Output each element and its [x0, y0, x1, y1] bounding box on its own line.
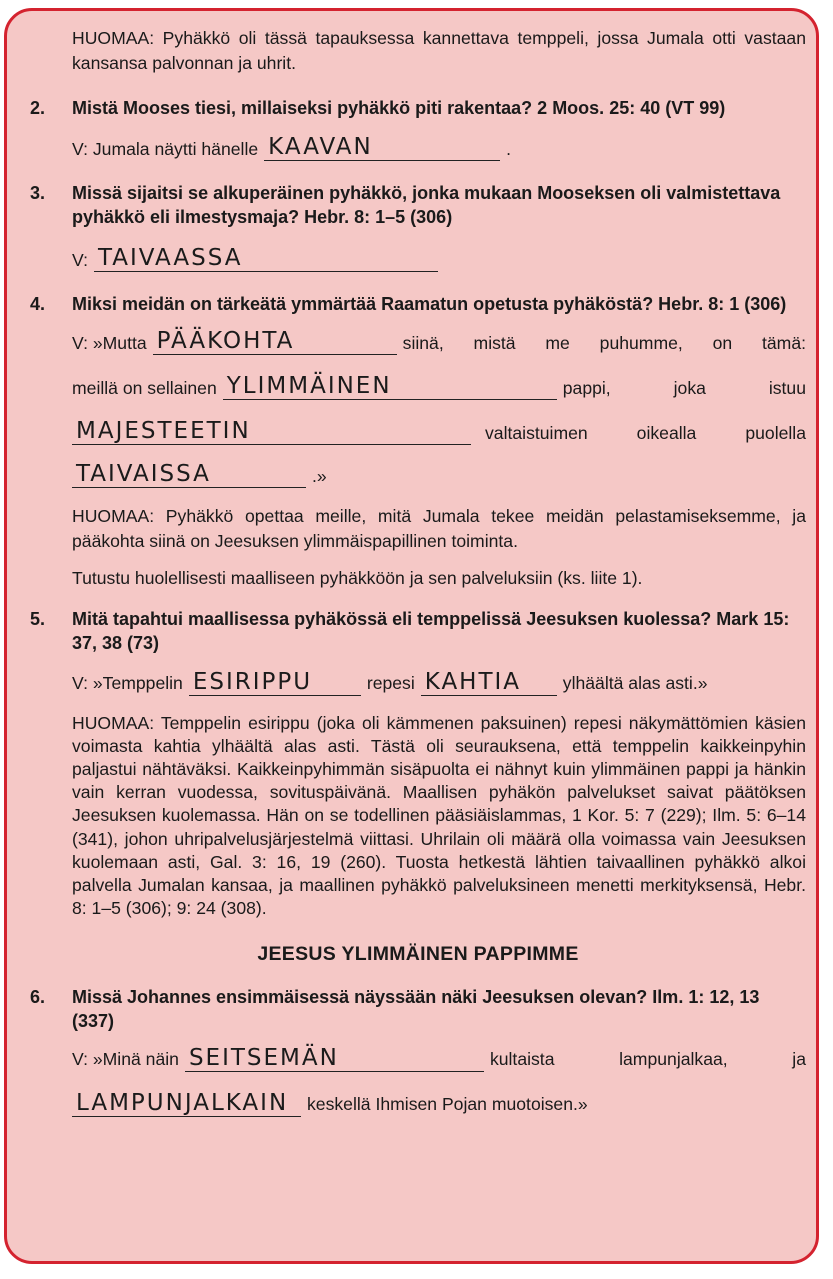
question-text: Miksi meidän on tärkeätä ymmärtää Raamatun opetusta pyhäköstä? Hebr. 8: 1 (306) — [72, 294, 787, 314]
answer-prefix: V: »Mutta — [72, 332, 147, 353]
answer-prefix: meillä on sellainen — [72, 377, 217, 398]
answer-blank[interactable]: MAJESTEETIN — [72, 418, 471, 445]
note-top: HUOMAA: Pyhäkkö oli tässä tapauksessa kannettava temppeli, jossa Jumala otti vastaan kansansa palvonnan ja uhrit. — [72, 28, 806, 73]
question-3 — [30, 181, 806, 229]
answer-suffix: ylhäältä alas asti.» — [562, 673, 708, 693]
answer-suffix: valtaistuimen oikealla puolella — [485, 422, 806, 443]
note-q4: HUOMAA: Pyhäkkö opettaa meille, mitä Jumala tekee meidän pelastamiseksemme, ja pääkohta siinä on Jeesuksen ylimmäispapillinen toiminta. — [72, 506, 806, 551]
answer-suffix: pappi, joka istuu — [562, 377, 806, 398]
section-heading: JEESUS YLIMMÄINEN PAPPIMME — [257, 943, 579, 966]
answer-prefix: V: »Minä näin — [72, 1049, 179, 1070]
answer-3 — [72, 245, 806, 272]
question-number: 3. — [30, 183, 46, 203]
answer-suffix: kultaista lampunjalkaa, ja — [489, 1049, 806, 1070]
answer-blank[interactable]: PÄÄKOHTA — [153, 328, 397, 355]
study-line: Tutustu huolellisesti maalliseen pyhäkköön ja sen palveluksiin (ks. liite 1). — [72, 568, 643, 588]
answer-6-line-2 — [72, 1090, 806, 1117]
answer-prefix: V: »Temppelin — [72, 673, 183, 693]
answer-suffix: keskellä Ihmisen Pojan muotoisen.» — [307, 1094, 588, 1115]
answer-5 — [72, 669, 806, 696]
worksheet-content — [30, 26, 806, 1117]
answer-blank[interactable]: TAIVAASSA — [94, 245, 438, 272]
question-6 — [30, 985, 806, 1033]
answer-blank[interactable]: ESIRIPPU — [189, 669, 361, 696]
answer-4-line-1 — [72, 328, 806, 355]
answer-blank[interactable]: KAAVAN — [264, 134, 500, 161]
question-5 — [30, 607, 806, 655]
answer-2 — [72, 134, 806, 161]
question-text: Missä Johannes ensimmäisessä näyssään näki Jeesuksen olevan? Ilm. 1: 12, 13 (337) — [72, 986, 760, 1031]
answer-6-line-1 — [72, 1045, 806, 1072]
answer-suffix: . — [506, 138, 512, 159]
question-number: 5. — [30, 608, 46, 629]
answer-4-line-3 — [72, 418, 806, 445]
note-q5: HUOMAA: Temppelin esirippu (joka oli kämmenen paksuinen) repesi näkymättömien käsien voimasta kahtia ylhäältä alas asti. Tästä oli seurauksena, että temppelin kaikkeinpyhin paljastui nähtäväksi. Kaikkeinpyhimmän sisäpuolta ei nähnyt kuin ylimmäinen pappi ja hänkin vain kerran vuodessa, sovituspäivänä. Maallisen pyhäkön palvelukset saivat päätöksen Jeesuksen kuolemassa. Hän on se todellinen pääsiäislammas, 1 Kor. 5: 7 (229); Ilm. 5: 6–14 (341), johon uhripalvelusjärjestelmä viittasi. Uhrilain oli määrä olla voimassa vain Jeesuksen kuolemaan asti, Gal. 3: 16, 19 (260). Tuosta hetkestä lähtien taivaallinen pyhäkkö alkoi palvella Jumalan kansaa, ja maallinen pyhäkkö palveluksineen menetti merkityksensä, Hebr. 8: 1–5 (306); 9: 24 (308). — [72, 712, 806, 919]
answer-blank[interactable]: LAMPUNJALKAIN — [72, 1090, 301, 1117]
question-text: Mistä Mooses tiesi, millaiseksi pyhäkkö piti rakentaa? 2 Moos. 25: 40 (VT 99) — [72, 98, 726, 118]
answer-blank[interactable]: KAHTIA — [421, 669, 557, 696]
answer-4-line-2 — [72, 373, 806, 400]
question-text: Mitä tapahtui maallisessa pyhäkössä eli temppelissä Jeesuksen kuolessa? Mark 15: 37, 38 (73) — [72, 608, 790, 653]
answer-blank[interactable]: SEITSEMÄN — [185, 1045, 484, 1072]
question-2 — [30, 96, 806, 120]
answer-mid: repesi — [366, 673, 415, 693]
answer-4-line-4 — [72, 461, 806, 488]
answer-suffix: .» — [312, 465, 327, 486]
question-4 — [30, 292, 806, 316]
answer-blank[interactable]: YLIMMÄINEN — [223, 373, 557, 400]
answer-blank[interactable]: TAIVAISSA — [72, 461, 306, 488]
question-text: Missä sijaitsi se alkuperäinen pyhäkkö, jonka mukaan Mooseksen oli valmistettava pyhäkkö eli ilmestysmaja? Hebr. 8: 1–5 (306) — [72, 183, 781, 227]
answer-suffix: siinä, mistä me puhumme, on tämä: — [402, 332, 806, 353]
question-number: 6. — [30, 986, 46, 1007]
question-number: 4. — [30, 294, 46, 314]
answer-prefix: V: — [72, 249, 88, 270]
answer-prefix: V: Jumala näytti hänelle — [72, 138, 259, 159]
question-number: 2. — [30, 98, 46, 118]
